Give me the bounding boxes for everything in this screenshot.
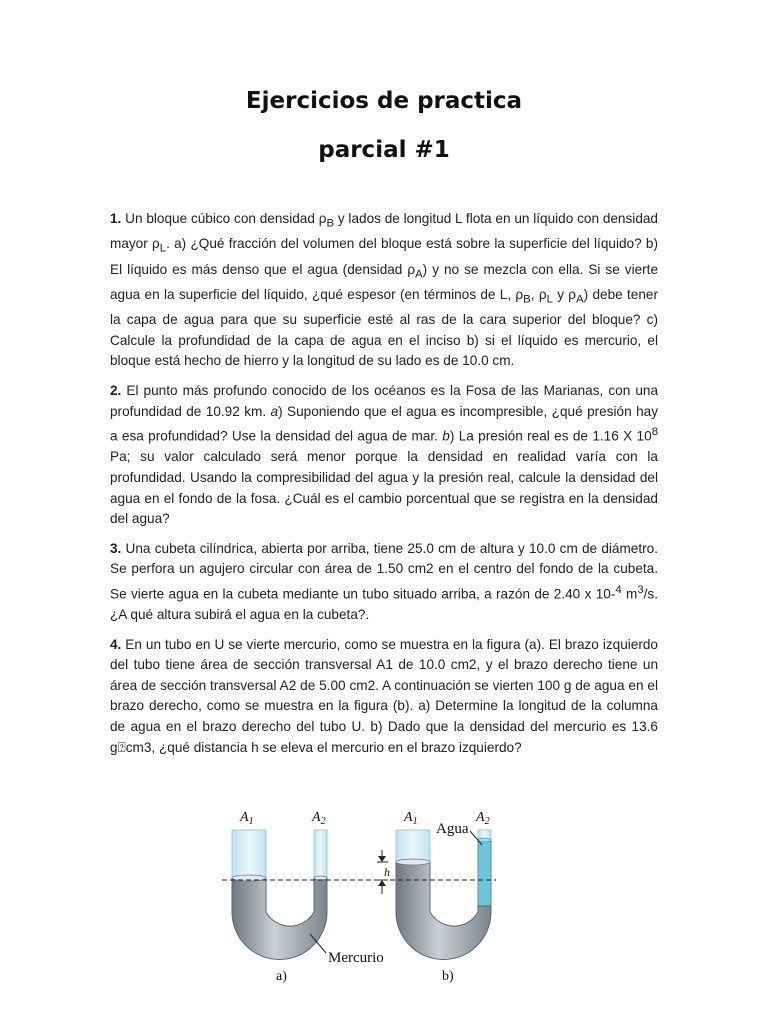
exercise-3: 3. Una cubeta cilíndrica, abierta por arriba, tiene 25.0 cm de altura y 10.0 cm de diámetro. Se perfora un agujero circular con área de 1.50 cm2 en el centro del fondo de la cubeta. Se vierte agua en la cubeta mediante un tubo situado arriba, a razón de 2.40 x 10-$^4$ $m^3/s$. ¿A qué altura subirá el agua en la cubeta?. (110, 540, 658, 623)
u-tube-diagram (218, 800, 498, 985)
exercise-2-number: 2. (110, 383, 122, 399)
exercise-4-number: 4. (110, 636, 122, 652)
label-a2-b: $A_2$ (476, 810, 490, 827)
mercury-b (396, 862, 491, 960)
exercise-1: 1. Un bloque cúbico con densidad $\rho_B$ y lados de longitud L flota en un líquido con densidad mayor $\rho_L$. a) ¿Qué fracción del volumen del bloque está sobre la superficie del líquido? b) El líquido es más denso que el agua (densidad $\rho_A$) y no se mezcla con ella. Si se vierte agua en la superficie del líquido, ¿qué espesor (en términos de L, $\rho_B$, $\rho_L$ y $\rho_A$) debe tener la capa de agua para que su superficie esté al ras de la cara superior del bloque? c) Calcule la profundidad de la capa de agua en el inciso b) si el líquido es mercurio, el bloque está hecho de hierro y la longitud de su lado es de 10.0 cm. (110, 211, 659, 369)
exercise-4: 4. En un tubo en U se vierte mercurio, como se muestra en la figura (a). El brazo izquierdo del tubo tiene área de sección transversal A1 de 10.0 cm2, y el brazo derecho tiene un área de sección transversal A2 de 5.00 cm2. A continuación se vierten 100 g de agua en el brazo derecho, como se muestra en la figura (b). a) Determine la longitud de la columna de agua en el brazo derecho del tubo U. b) Dado que la densidad del mercurio es 13.6 g⍰cm3, ¿qué distancia h se eleva el mercurio en el brazo izquierdo? (110, 636, 658, 755)
exercise-list (110, 209, 658, 767)
water-column (478, 840, 491, 906)
mercury-a (232, 878, 327, 960)
caption-b: b) (442, 969, 454, 984)
exercise-3-number: 3. (110, 540, 122, 556)
page-title: Ejercicios de practica (245, 88, 523, 114)
u-tube-figure (218, 800, 498, 985)
page-subtitle: parcial #1 (318, 137, 450, 163)
label-a1-a: $A_1$ (240, 810, 254, 827)
missing-glyph-icon: ⍰ (117, 739, 126, 755)
label-a2-a: $A_2$ (312, 810, 326, 827)
caption-a: a) (276, 969, 287, 984)
label-h: h (384, 865, 390, 879)
label-water: Agua (436, 821, 469, 837)
u-tube-a (232, 830, 327, 960)
label-mercury: Mercurio (328, 950, 384, 966)
exercise-2: 2. El punto más profundo conocido de los océanos es la Fosa de las Marianas, con una profundidad de 10.92 km. a) Suponiendo que el agua es incompresible, ¿qué presión hay a esa profundidad? Use la densidad del agua de mar. b) La presión real es de 1.16 X $10^8$ Pa; su valor calculado será menor porque la densidad en realidad varía con la profundidad. Usando la compresibilidad del agua y la presión real, calcule la densidad del agua en el fondo de la fosa. ¿Cuál es el cambio porcentual que se registra en la densidad del agua? (110, 383, 659, 527)
height-marker (377, 850, 390, 894)
u-tube-b (396, 830, 491, 960)
exercise-1-number: 1. (110, 211, 122, 226)
label-a1-b: $A_1$ (404, 810, 418, 827)
